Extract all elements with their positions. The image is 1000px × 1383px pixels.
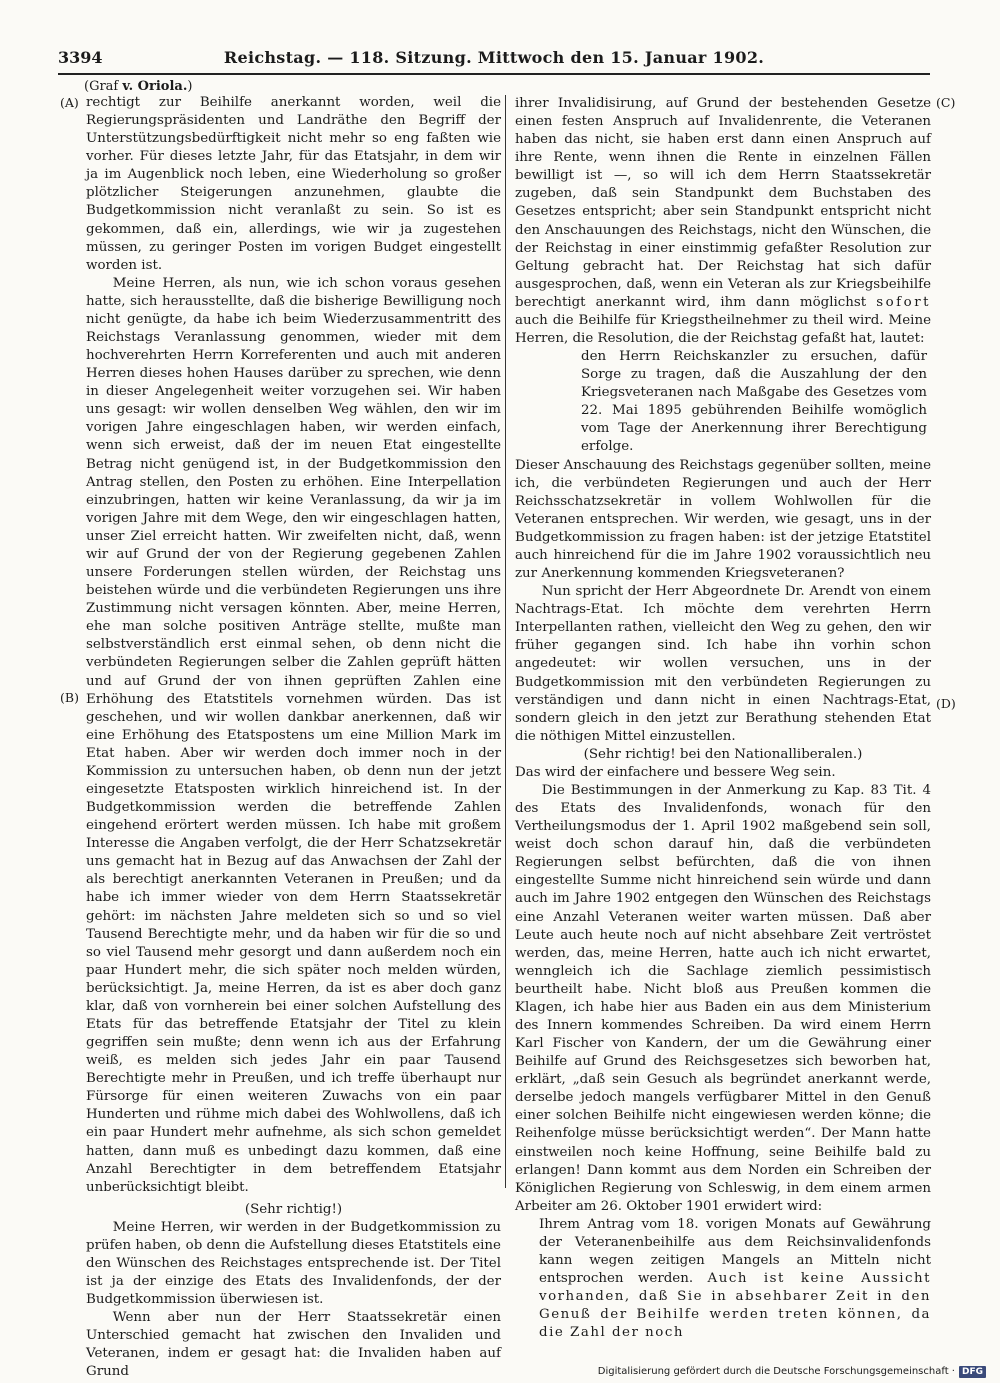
paragraph: Das wird der einfachere und bessere Weg sein. <box>515 764 836 780</box>
running-head: Reichstag. — 118. Sitzung. Mittwoch den 15. Januar 1902. <box>223 48 765 67</box>
paragraph: Nun spricht der Herr Abgeordnete Dr. Arendt von einem Nachtrags-Etat. Ich möchte dem verehrten Herrn Interpellanten rathen, vielleicht den Weg zu gehen, den wir früher gegangen sind. Ich habe ihn vorhin schon angedeutet: wir wollen versuchen, uns in der Budgetkommission mit den verbündeten Regierungen zu verständigen und dann nicht in einen Nachtrags-Etat, sondern gleich in den jetzt zur Berathung stehenden Etat die nöthigen Mittel einzustellen. <box>515 584 931 744</box>
footer-text: Digitalisierung gefördert durch die Deutsche Forschungsgemeinschaft · <box>597 1366 955 1377</box>
margin-marker-d: (D) <box>936 696 956 711</box>
paragraph: Meine Herren, wir werden in der Budgetkommission zu prüfen haben, ob denn die Aufstellung dieses Etatstitels eine den Wünschen des Reichstages entsprechende ist. Der Titel ist ja der einzige des Etats des Invalidenfonds, der der Budgetkommission überwiesen ist. <box>86 1219 501 1308</box>
page-header <box>58 48 930 72</box>
paragraph: Wenn aber nun der Herr Staatssekretär einen Unterschied gemacht hat zwischen den Invaliden und Veteranen, indem er gesagt hat: die Invaliden haben auf Grund <box>86 1310 501 1380</box>
page-number: 3394 <box>58 48 103 67</box>
quote-text-spaced: Auch ist keine Aussicht vorhanden, daß Sie in absehbarer Zeit in den Genuß der Beihilfe werden treten können, da die Zahl der noch <box>539 1271 931 1341</box>
header-rule <box>58 73 930 75</box>
paragraph: rechtigt zur Beihilfe anerkannt worden, weil die Regierungspräsidenten und Landräthe den Begriff der Unterstützungsbedürftigkeit nicht mehr so eng faßten wie vorher. Für dieses letzte Jahr, für das Etatsjahr, in dem wir ja im Augenblick noch leben, eine Wiederholung so großer plötzlicher Steigerungen anzunehmen, glaubte die Budgetkommission nicht veranlaßt zu sein. So ist es gekommen, daß ein, allerdings, wie wir ja zugestehen müssen, zu geringer Posten im vorigen Budget eingestellt worden ist. <box>86 95 501 273</box>
speaker-close: ) <box>187 79 193 94</box>
margin-marker-b: (B) <box>60 690 79 705</box>
left-column <box>86 94 501 1382</box>
paragraph-text: auch die Beihilfe für Kriegstheilnehmer zu theil wird. Meine Herren, die Resolution, die der Reichstag gefaßt hat, lautet: <box>515 312 931 347</box>
emphasis-text: sofort <box>876 294 931 310</box>
footer-credit <box>598 1366 986 1378</box>
paragraph: Dieser Anschauung des Reichstags gegenüber sollten, meine ich, die verbündeten Regierungen und auch der Herr Reichsschatzsekretär in vollem Wohlwollen für die Veteranen entsprechen. Wir werden, wie gesagt, uns in der Budgetkommission zu fragen haben: ist der jetzige Etatstitel auch hinreichend für die im Jahre 1902 voraussichtlich neu zur Anerkennung kommenden Kriegsveteranen? <box>515 457 931 582</box>
resolution-quote: den Herrn Reichskanzler zu ersuchen, dafür Sorge zu tragen, daß die Auszahlung der den Kriegsveteranen nach Maßgabe des Gesetzes vom 22. Mai 1895 gebührenden Beihilfe womöglich vom Tage der Anerkennung ihrer Berechtigung erfolge. <box>581 349 927 455</box>
letter-quote <box>515 1216 931 1343</box>
speaker-name: v. Oriola. <box>122 79 188 94</box>
dfg-logo-icon: DFG <box>959 1366 986 1378</box>
interjection: (Sehr richtig! bei den Nationalliberalen.) <box>583 746 863 762</box>
paragraph <box>515 95 931 348</box>
paragraph: Meine Herren, als nun, wie ich schon voraus gesehen hatte, sich herausstellte, daß die bisherige Bewilligung noch nicht genügte, da habe ich beim Wiederzusammentritt des Reichstags Veranlassung genommen, wieder mit dem hochverehrten Herrn Korreferenten und auch mit anderen Herren dieses hohen Hauses darüber zu sprechen, wie denn in dieser Angelegenheit weiter vorzugehen sei. Wir haben uns gesagt: wir wollen denselben Weg wählen, den wir im vorigen Jahre eingeschlagen haben, wir werden einfach, wenn sich erweist, daß der im neuen Etat eingestellte Betrag nicht genügend ist, in der Budgetkommission den Antrag stellen, den Posten zu erhöhen. Eine Interpellation einzubringen, hatten wir keine Veranlassung, da wir ja im vorigen Jahre mit dem Wege, den wir eingeschlagen hatten, unser Ziel erreicht hatten. Wir zweifelten nicht, daß, wenn wir auf Grund der von der Regierung gegebenen Zahlen unsere Forderungen stellen würden, der Reichstag uns beistehen würde und die verbündeten Regierungen uns ihre Zustimmung nicht versagen könnten. Aber, meine Herren, ehe man solche positiven Anträge stellte, mußte man selbstverständlich erst einmal sehen, ob denn nicht die verbündeten Regierungen selber die Zahlen geprüft hätten und auf Grund der von ihnen geprüften Zahlen eine Erhöhung des Etatstitels vornehmen würden. Das ist geschehen, und wir wollen dankbar anerkennen, daß wir eine Erhöhung des Etatspostens um eine Million Mark im Etat haben. Aber wir werden doch immer noch in der Kommission zu untersuchen haben, ob denn nun der jetzt eingesetzte Etatsposten wirklich hinreichend ist. In der Budgetkommission werden die betreffende Zahlen eingehend erörtert werden müssen. Ich habe mit großem Interesse die Angaben verfolgt, die der Herr Schatzsekretär uns gemacht hat in Bezug auf das Anwachsen der Zahl der als berechtigt anerkannten Veteranen in Preußen; und da habe ich immer wieder von dem Herrn Staatssekretär gehört: im nächsten Jahre meldeten sich so und so viel Tausend Berechtigte mehr, und da haben wir für die so und so viel Tausend mehr gesorgt und dann außerdem noch ein paar Hundert mehr, die sich später noch melden würden, berücksichtigt. Ja, meine Herren, da ist es aber doch ganz klar, daß von vornherein bei einer solchen Aufstellung des Etats für das betreffende Etatsjahr der Titel zu klein gegriffen sein mußte; denn wenn ich aus der Erfahrung weiß, es melden sich jedes Jahr ein paar Tausend Berechtigte mehr in Preußen, und ich treffe überhaupt nur Fürsorge für einen weiteren Zuwachs von ein paar Hunderten und rühme mich dabei des Wohlwollens, daß ich ein paar Hundert mehr aufnehme, als sich schon gemeldet hatten, dann muß es unbedingt dazu kommen, daß eine Anzahl Berechtigter in dem betreffendem Etatsjahr unberücksichtigt bleibt. <box>86 275 501 1195</box>
paragraph-text: ihrer Invalidisirung, auf Grund der bestehenden Gesetze einen festen Anspruch auf Invalidenrente, die Veteranen haben das nicht, sie haben erst dann einen Anspruch auf ihre Rente, wenn ihnen die Rente in einzelnen Fällen bewilligt ist —, so will ich dem Herrn Staatssekretär zugeben, daß sein Standpunkt dem Buchstaben des Gesetzes entspricht; aber sein Standpunkt entspricht nicht den Anschauungen des Reichstags, nicht den Wünschen, die der Reichstag in einer einstimmig gefaßter Resolution zur Geltung gebracht hat. Der Reichstag hat sich dafür ausgesprochen, daß, wenn ein Veteran als zur Kriegsbeihilfe berechtigt anerkannt wird, ihm dann möglichst <box>515 96 931 310</box>
margin-marker-a: (A) <box>60 95 79 110</box>
quote-text: Ihrem Antrag vom 18. vorigen Monats auf Gewährung der Veteranenbeihilfe aus dem Reichsinvalidenfonds kann wegen zeitigen Mangels an Mitteln nicht entsprochen werden. <box>539 1216 931 1287</box>
margin-marker-c: (C) <box>936 95 956 110</box>
column-divider <box>505 95 506 1188</box>
interjection: (Sehr richtig!) <box>244 1201 343 1217</box>
paragraph: Die Bestimmungen in der Anmerkung zu Kap. 83 Tit. 4 des Etats des Invalidenfonds, wonach für den Vertheilungsmodus der 1. April 1902 maßgebend sein soll, weist doch schon darauf hin, daß die verbündeten Regierungen selbst befürchten, daß die von ihnen eingestellte Summe nicht hinreichend sein würde und dann auch im Jahre 1902 entgegen den Wünschen des Reichstags eine Anzahl Veteranen weiter warten müssen. Daß aber Leute auch heute noch auf nicht absehbare Zeit vertröstet werden, das, meine Herren, hatte auch ich nicht erwartet, wenngleich ich die Sachlage ziemlich pessimistisch beurtheilt habe. Nicht bloß aus Preußen kommen die Klagen, ich habe hier aus Baden ein aus dem Ministerium des Innern kommendes Schreiben. Da wird einem Herrn Karl Fischer von Kandern, der um die Gewährung einer Beihilfe auf Grund des Reichsgesetzes sich beworben hat, erklärt, „daß sein Gesuch als begründet anerkannt werde, derselbe jedoch mangels verfügbarer Mittel in den Genuß einer solchen Beihilfe nicht eingewiesen werden könne; die Reihenfolge müsse berücksichtigt werden“. Der Mann hatte einstweilen noch keine Hoffnung, seine Beihilfe bald zu erlangen! Dann kommt aus dem Norden ein Schreiben der Königlichen Regierung von Schleswig, in dem einem armen Arbeiter am 26. Oktober 1901 erwidert wird: <box>515 782 931 1214</box>
right-column <box>515 95 931 1342</box>
speaker-open: (Graf <box>84 79 123 94</box>
